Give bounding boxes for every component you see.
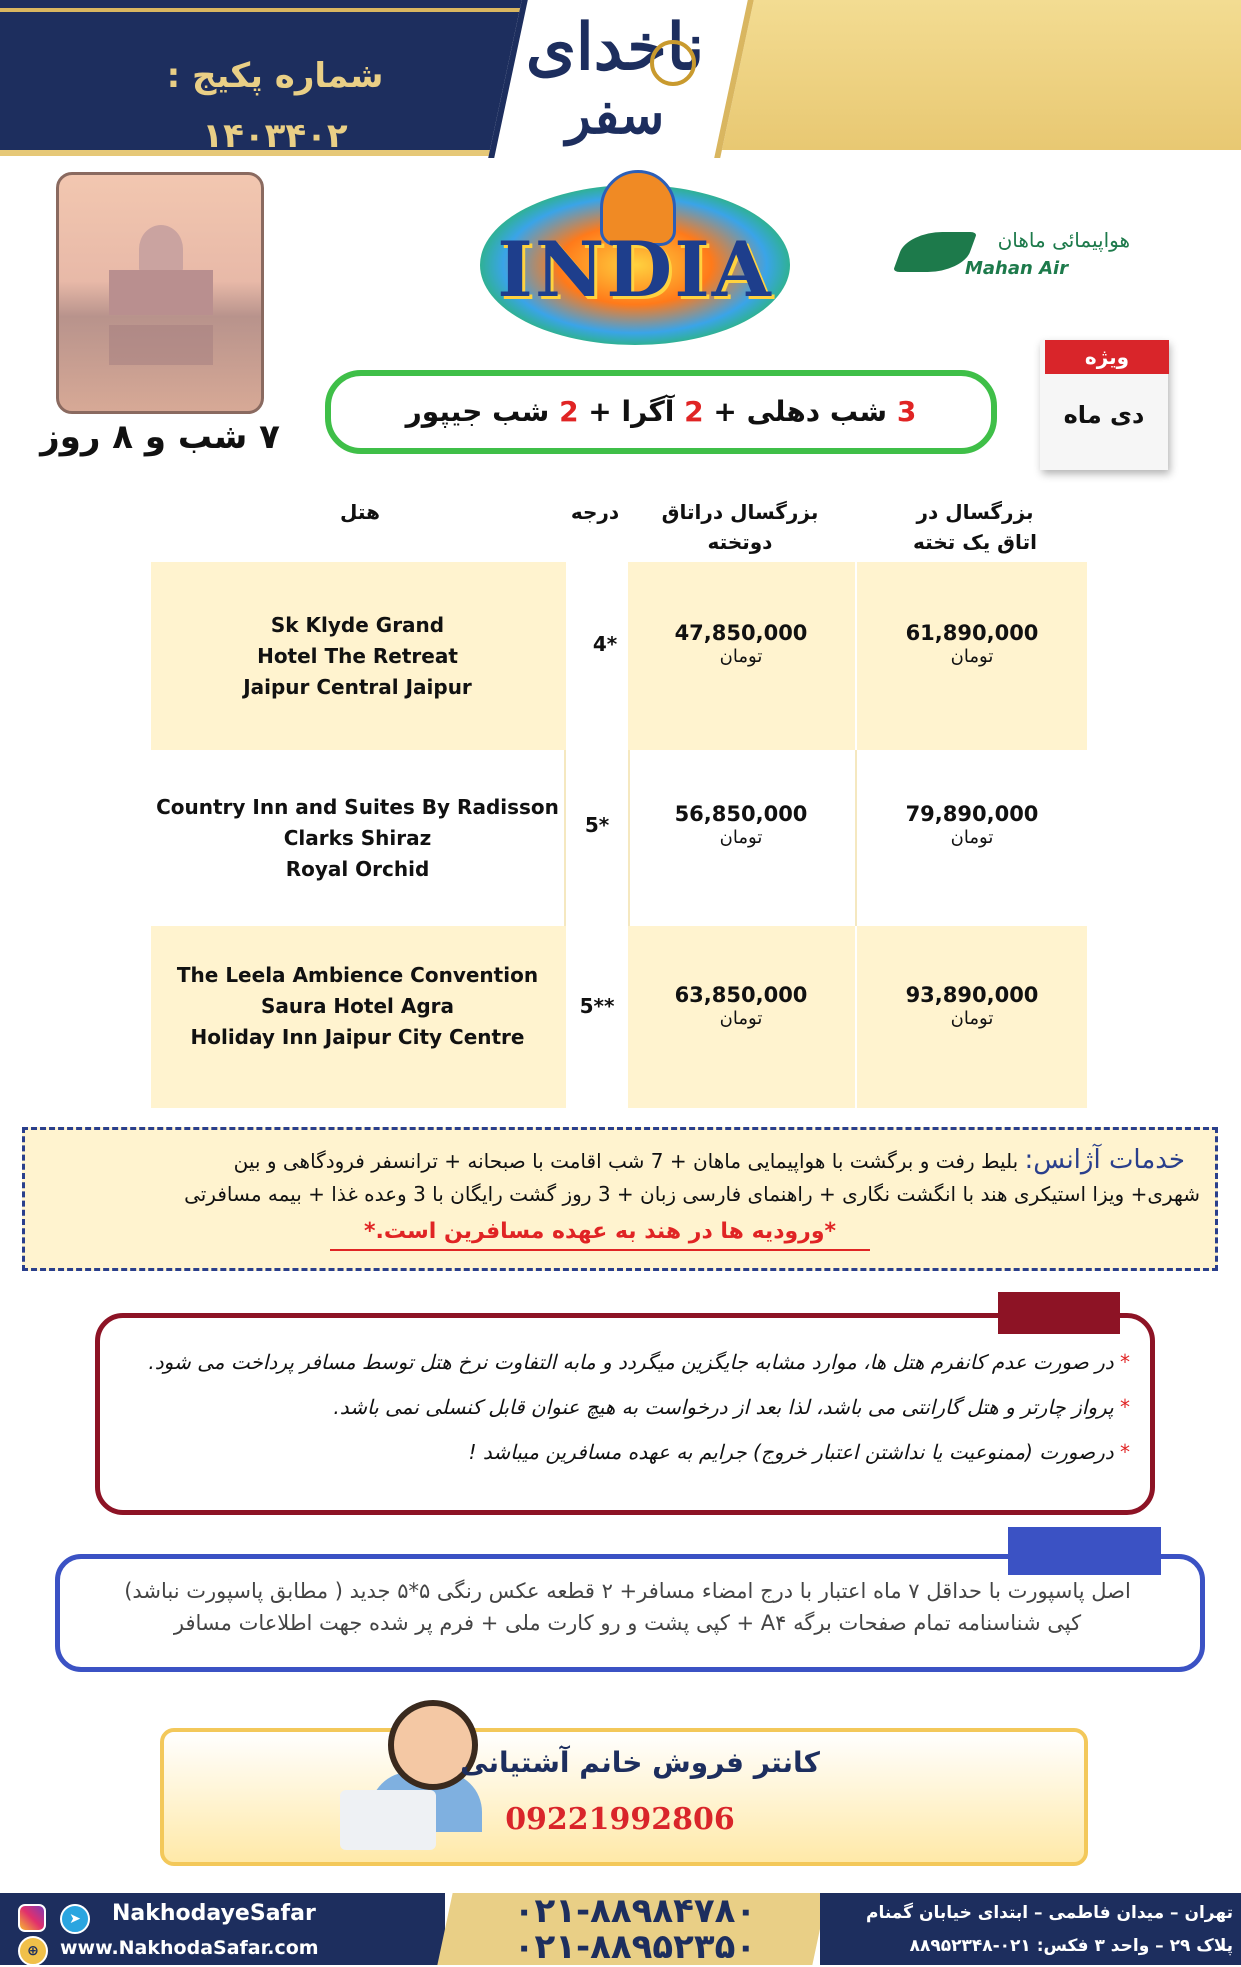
route-city-delhi: شب دهلی +	[713, 395, 888, 428]
services-text-1: بلیط رفت و برگشت با هواپیمایی ماهان + 7 شب اقامت با صبحانه + ترانسفر فرودگاهی و بین	[233, 1149, 1019, 1173]
asterisk-icon: *	[1120, 1440, 1130, 1464]
col-header-single	[870, 497, 1080, 557]
route-summary	[325, 370, 997, 454]
double-price-cell	[628, 926, 854, 1086]
col-header-grade: درجه	[570, 500, 620, 524]
brand-logo-bottom: سفر	[565, 85, 665, 146]
currency-label: تومان	[719, 1008, 763, 1029]
services-note: *ورودیه ها در هند به عهده مسافرین است.*	[330, 1215, 870, 1251]
tour-duration: ۷ شب و ۸ روز	[40, 417, 280, 457]
condition-text: پرواز چارتر و هتل گارانتی می باشد، لذا بعد از درخواست به هیچ عنوان قابل کنسلی نمی باشد.	[333, 1395, 1114, 1419]
airline-name-en: Mahan Air	[965, 258, 1069, 279]
hotel-name: Hotel The Retreat	[257, 643, 458, 668]
header-stripe	[0, 8, 540, 12]
calendar-month: دی ماه	[1063, 401, 1145, 429]
condition-item	[115, 1390, 1130, 1424]
currency-label: تومان	[950, 827, 994, 848]
condition-text: در صورت عدم کانفرم هتل ها، موارد مشابه جایگزین میگردد و مابه التفاوت نرخ هتل توسط مسافر پرداخت می شود.	[148, 1350, 1114, 1374]
footer-phone-1[interactable]: ۰۲۱-۸۸۹۸۴۷۸۰	[513, 1891, 757, 1931]
hotel-cell	[151, 926, 564, 1086]
currency-label: تومان	[719, 646, 763, 667]
package-number: شماره پکیج : ۱۴۰۳۴۰۲	[166, 56, 384, 156]
single-price: 93,890,000	[905, 983, 1039, 1007]
sales-counter-phone[interactable]: 09221992806	[505, 1802, 735, 1837]
single-price-cell	[857, 926, 1087, 1086]
taj-mahal-photo	[56, 172, 264, 414]
services-title: خدمات آژانس:	[1024, 1145, 1185, 1175]
taj-dome-shape	[139, 225, 183, 273]
col-header-double-line1: بزرگسال دراتاق	[661, 500, 819, 524]
currency-label: تومان	[950, 646, 994, 667]
footer-phone-2[interactable]: ۰۲۱-۸۸۹۵۲۳۵۰	[513, 1927, 757, 1967]
col-header-double-line2: دوتخته	[707, 530, 773, 554]
single-price-cell	[857, 750, 1087, 900]
hotel-name: Clarks Shiraz	[283, 825, 432, 850]
website-icon[interactable]: ⊕	[18, 1936, 48, 1966]
single-price: 61,890,000	[905, 621, 1039, 645]
ship-wheel-icon	[650, 40, 696, 86]
currency-label: تومان	[719, 827, 763, 848]
sales-counter-title: کانتر فروش خانم آشتیانی	[460, 1746, 820, 1779]
hotel-name: The Leela Ambience Convention	[176, 962, 539, 987]
services-line-1	[50, 1143, 1185, 1177]
hotel-name: Sk Klyde Grand	[270, 612, 445, 637]
calendar-label: ویژه	[1045, 340, 1169, 374]
document-item: کپی شناسنامه تمام صفحات برگه A۴ + کپی پشت و رو کارت ملی + فرم پر شده جهت اطلاعات مسافر	[173, 1611, 1082, 1635]
hotel-grade: 5**	[579, 994, 615, 1018]
asterisk-icon: *	[1120, 1395, 1130, 1419]
condition-item	[115, 1345, 1130, 1379]
hotel-name: Saura Hotel Agra	[260, 993, 455, 1018]
grade-cell	[566, 926, 628, 1086]
double-price-cell	[628, 750, 854, 900]
website-link[interactable]: www.NakhodaSafar.com	[60, 1937, 319, 1959]
document-item: اصل پاسپورت با حداقل ۷ ماه اعتبار با درج امضاء مسافر+ ۲ قطعه عکس رنگی ۵*۵ جدید ( مطابق پاسپورت نباشد)	[124, 1579, 1131, 1603]
hotel-grade: 4*	[592, 632, 618, 656]
double-price: 63,850,000	[674, 983, 808, 1007]
conditions-tab	[998, 1292, 1120, 1334]
route-nights-agra: 2	[684, 395, 704, 428]
col-header-single-line1: بزرگسال در	[916, 500, 1034, 524]
hotel-cell	[151, 562, 564, 750]
airline-name-fa: هواپیمائی ماهان	[997, 228, 1130, 252]
footer-address-2: پلاک ۲۹ – واحد ۳ فکس: ۰۲۱-۸۸۹۵۲۳۴۸	[909, 1936, 1233, 1956]
route-city-agra: آگرا +	[588, 395, 675, 428]
route-nights-jaipur: 2	[559, 395, 579, 428]
laptop-icon	[340, 1790, 436, 1850]
services-line-2: شهری+ ویزا استیکری هند با انگشت نگاری + راهنمای فارسی زبان + 3 روز گشت رایگان با 3 وعده غذا + بیمه مسافرتی	[184, 1182, 1200, 1206]
hotel-name: Royal Orchid	[285, 856, 430, 881]
double-price-cell	[628, 562, 854, 726]
hotel-name: Holiday Inn Jaipur City Centre	[190, 1024, 525, 1049]
route-city-jaipur: شب جیپور	[405, 395, 550, 428]
route-nights-delhi: 3	[896, 395, 917, 428]
currency-label: تومان	[950, 1008, 994, 1029]
social-handle[interactable]: NakhodayeSafar	[112, 1901, 316, 1926]
instagram-icon[interactable]	[18, 1904, 46, 1932]
hotel-name: Jaipur Central Jaipur	[243, 674, 472, 699]
footer-address-1: تهران – میدان فاطمی – ابتدای خیابان گمنام	[866, 1903, 1233, 1923]
hotel-grade: 5*	[584, 813, 610, 837]
double-price: 47,850,000	[674, 621, 808, 645]
documents-tab	[1008, 1527, 1161, 1575]
single-price-cell	[857, 562, 1087, 726]
condition-text: درصورت (ممنوعیت یا نداشتن اعتبار خروج) جرایم به عهده مسافرین میباشد !	[468, 1440, 1114, 1464]
col-header-hotel: هتل	[340, 500, 380, 524]
grade-cell	[566, 750, 628, 900]
india-logo-text: INDIA	[497, 225, 773, 314]
col-header-double	[640, 497, 840, 557]
hotel-name: Country Inn and Suites By Radisson	[156, 794, 559, 819]
telegram-icon[interactable]: ➤	[60, 1904, 90, 1934]
taj-body-shape	[109, 270, 213, 315]
asterisk-icon: *	[1120, 1350, 1130, 1374]
hotel-cell	[151, 750, 564, 926]
taj-reflection-shape	[109, 325, 213, 365]
brand-logo-top: ناخدای	[525, 10, 705, 85]
double-price: 56,850,000	[674, 802, 808, 826]
condition-item	[115, 1435, 1130, 1469]
single-price: 79,890,000	[905, 802, 1039, 826]
col-header-single-line2: اتاق یک تخته	[913, 530, 1037, 554]
